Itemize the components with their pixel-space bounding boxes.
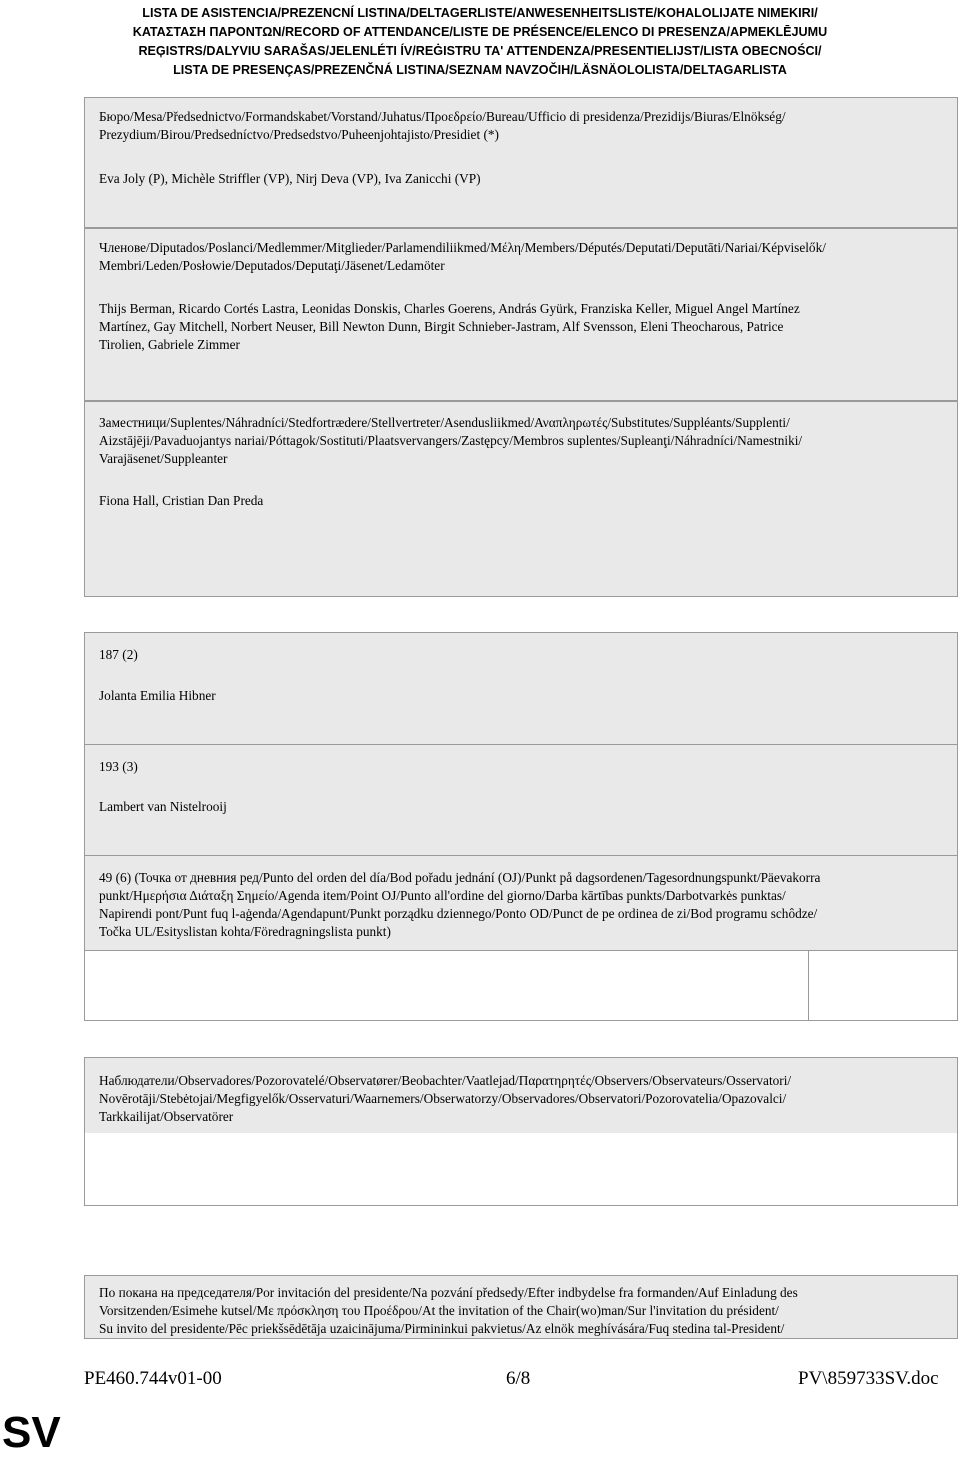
rule49-heading-line: 49 (6) (Точка от дневния ред/Punto del orden del día/Bod pořadu jednání (OJ)/Punkt på dagsordenen/Tagesordnungspunkt/Päevakorra (99, 870, 821, 885)
file-name: PV\859733SV.doc (798, 1368, 939, 1389)
rule187-section (84, 632, 958, 745)
substitutes-heading-line: Varajäsenet/Suppleanter (99, 451, 228, 466)
bureau-names: Eva Joly (P), Michèle Striffler (VP), Nirj Deva (VP), Iva Zanicchi (VP) (99, 171, 481, 186)
rule187-names: Jolanta Emilia Hibner (99, 688, 216, 703)
document-header (0, 4, 960, 80)
invitation-section (84, 1275, 958, 1339)
header-line: LISTA DE PRESENÇAS/PREZENČNÁ LISTINA/SEZNAM NAVZOČIH/LÄSNÄOLOLISTA/DELTAGARLISTA (173, 63, 787, 77)
observers-heading (99, 1072, 947, 1126)
column-divider (808, 951, 809, 1020)
invitation-heading-line: Vorsitzenden/Esimehe kutsel/Με πρόσκληση του Προέδρου/At the invitation of the Chair(wo)man/Sur l'invitation du président/ (99, 1303, 779, 1318)
observers-heading-line: Novērotāji/Stebėtojai/Megfigyelők/Osservaturi/Waarnemers/Obserwatorzy/Observadores/Observatori/Pozorovatelia/Opazovalci/ (99, 1091, 787, 1106)
invitation-heading-line: По покана на председателя/Por invitación del presidente/Na pozvání předsedy/Efter indbydelse fra formanden/Auf Einladung des (99, 1285, 798, 1300)
rule49-heading (99, 869, 947, 941)
rule49-entries-row (84, 950, 958, 1021)
bureau-heading-line: Бюро/Mesa/Předsednictvo/Formandskabet/Vorstand/Juhatus/Προεδρείο/Bureau/Ufficio di presidenza/Prezidijs/Biuras/Elnökség/ (99, 109, 786, 124)
page-number: 6/8 (506, 1368, 531, 1389)
substitutes-heading-line: Aizstājēji/Pavaduojantys nariai/Póttagok/Sostituti/Plaatsvervangers/Zastępcy/Membros suplentes/Supleanţi/Náhradníci/Namestniki/ (99, 433, 803, 448)
rule49-heading-line: Točka UL/Esityslistan kohta/Föredragningslista punkt) (99, 924, 391, 939)
members-heading-line: Membri/Leden/Posłowie/Deputados/Deputaţi/Jäsenet/Ledamöter (99, 258, 445, 273)
rule193-names: Lambert van Nistelrooij (99, 799, 227, 814)
substitutes-names: Fiona Hall, Cristian Dan Preda (99, 493, 264, 508)
substitutes-heading (99, 414, 947, 468)
members-heading (99, 239, 947, 275)
rule49-heading-line: punkt/Ημερήσια Διάταξη Σημείο/Agenda item/Point OJ/Punto all'ordine del giorno/Darba kārtības punkts/Darbotvarkės punktas/ (99, 888, 786, 903)
rule187-heading: 187 (2) (99, 647, 138, 662)
rule193-heading: 193 (3) (99, 759, 138, 774)
substitutes-section (84, 401, 958, 597)
observers-heading-line: Наблюдатели/Observadores/Pozorovatelé/Observatører/Beobachter/Vaatlejad/Παρατηρητές/Observers/Observateurs/Osservatori/ (99, 1073, 792, 1088)
substitutes-heading-line: Заместници/Suplentes/Náhradníci/Stedfortrædere/Stellvertreter/Asendusliikmed/Αναπληρωτές/Substitutes/Suppléants/Supplenti/ (99, 415, 790, 430)
members-heading-line: Членове/Diputados/Poslanci/Medlemmer/Mitglieder/Parlamendiliikmed/Μέλη/Members/Députés/Deputati/Deputāti/Nariai/Képviselők/ (99, 240, 826, 255)
members-names-line: Thijs Berman, Ricardo Cortés Lastra, Leonidas Donskis, Charles Goerens, András Gyürk, Franziska Keller, Miguel Angel Martínez (99, 301, 800, 316)
header-line: LISTA DE ASISTENCIA/PREZENCNÍ LISTINA/DELTAGERLISTE/ANWESENHEITSLISTE/KOHALOLIJATE NIMEKIRI/ (142, 6, 818, 20)
members-names-line: Tirolien, Gabriele Zimmer (99, 337, 240, 352)
bureau-heading-line: Prezydium/Birou/Predsedníctvo/Predsedstvo/Puheenjohtajisto/Presidiet (*) (99, 127, 499, 142)
bureau-heading (99, 108, 947, 144)
members-section (84, 228, 958, 401)
header-line: ΚΑΤΑΣΤΑΣΗ ΠΑΡΟΝΤΩΝ/RECORD OF ATTENDANCE/LISTE DE PRÉSENCE/ELENCO DI PRESENZA/APMEKLĒJUMU (132, 25, 828, 39)
language-code: SV (2, 1408, 61, 1457)
doc-reference: PE460.744v01-00 (84, 1368, 222, 1389)
bureau-section (84, 97, 958, 228)
observers-entries (84, 1133, 958, 1206)
rule49-section (84, 855, 958, 951)
invitation-heading-line: Su invito del presidente/Pēc priekšsēdētāja uzaicinājuma/Pirmininkui pakvietus/Az elnök meghívására/Fuq stedina tal-President/ (99, 1321, 785, 1336)
rule49-heading-line: Napirendi pont/Punt fuq l-aġenda/Agendapunt/Punkt porządku dziennego/Ponto OD/Punct de pe ordinea de zi/Bod programu schôdze/ (99, 906, 818, 921)
members-names (99, 300, 947, 354)
header-line: REĢISTRS/DALYVIU SARAŠAS/JELENLÉTI ÍV/REĠISTRU TA' ATTENDENZA/PRESENTIELIJST/LISTA OBECNOŚCI/ (138, 44, 822, 58)
members-names-line: Martínez, Gay Mitchell, Norbert Neuser, Bill Newton Dunn, Birgit Schnieber-Jastram, Alf Svensson, Eleni Theocharous, Patrice (99, 319, 784, 334)
observers-heading-line: Tarkkailijat/Observatörer (99, 1109, 234, 1124)
rule193-section (84, 744, 958, 856)
invitation-heading (99, 1284, 947, 1338)
